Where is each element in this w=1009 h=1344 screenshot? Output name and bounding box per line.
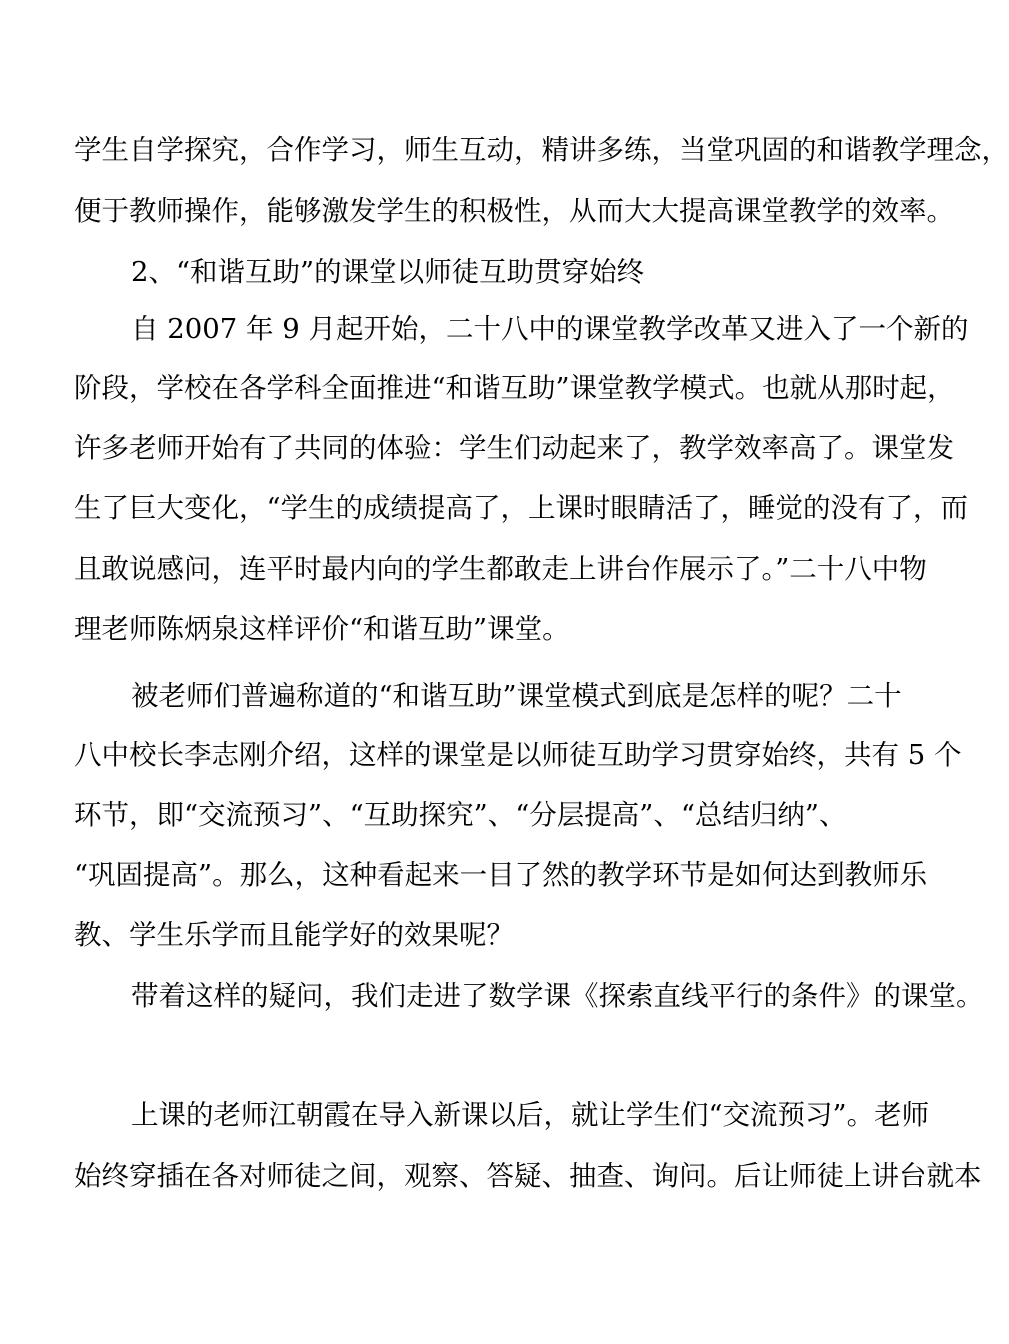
paragraph-first-line: 自 2007 年 9 月起开始，二十八中的课堂教学改革又进入了一个新的 bbox=[131, 313, 969, 345]
body-text-line: 始终穿插在各对师徒之间，观察、答疑、抽查、询问。后让师徒上讲台就本 bbox=[74, 1160, 982, 1192]
body-text-line: 环节，即“交流预习”、“互助探究”、“分层提高”、“总结归纳”、 bbox=[74, 799, 847, 831]
paragraph-first-line: 带着这样的疑问，我们走进了数学课《探索直线平行的条件》的课堂。 bbox=[131, 980, 984, 1012]
body-text-line: 理老师陈炳泉这样评价“和谐互助”课堂。 bbox=[74, 613, 570, 645]
section-heading: 2、“和谐互助”的课堂以师徒互助贯穿始终 bbox=[131, 256, 645, 288]
body-text-line: 学生自学探究，合作学习，师生互动，精讲多练，当堂巩固的和谐教学理念， bbox=[74, 134, 1009, 166]
body-text-line: 八中校长李志刚介绍，这样的课堂是以师徒互助学习贯穿始终，共有 5 个 bbox=[74, 739, 962, 771]
body-text-line: 便于教师操作，能够激发学生的积极性，从而大大提高课堂教学的效率。 bbox=[74, 195, 954, 227]
body-text-line: 阶段，学校在各学科全面推进“和谐互助”课堂教学模式。也就从那时起， bbox=[74, 372, 955, 404]
body-text-line: 生了巨大变化，“学生的成绩提高了，上课时眼睛活了，睡觉的没有了，而 bbox=[74, 492, 969, 524]
paragraph-first-line: 上课的老师江朝霞在导入新课以后，就让学生们“交流预习”。老师 bbox=[131, 1099, 930, 1131]
paragraph-first-line: 被老师们普遍称道的“和谐互助”课堂模式到底是怎样的呢？二十 bbox=[131, 680, 902, 712]
body-text-line: 且敢说感问，连平时最内向的学生都敢走上讲台作展示了。”二十八中物 bbox=[74, 553, 927, 585]
body-text-line: “巩固提高”。那么，这种看起来一目了然的教学环节是如何达到教师乐 bbox=[74, 859, 928, 891]
body-text-line: 许多老师开始有了共同的体验：学生们动起来了，教学效率高了。课堂发 bbox=[74, 432, 954, 464]
body-text-line: 教、学生乐学而且能学好的效果呢？ bbox=[74, 919, 514, 951]
